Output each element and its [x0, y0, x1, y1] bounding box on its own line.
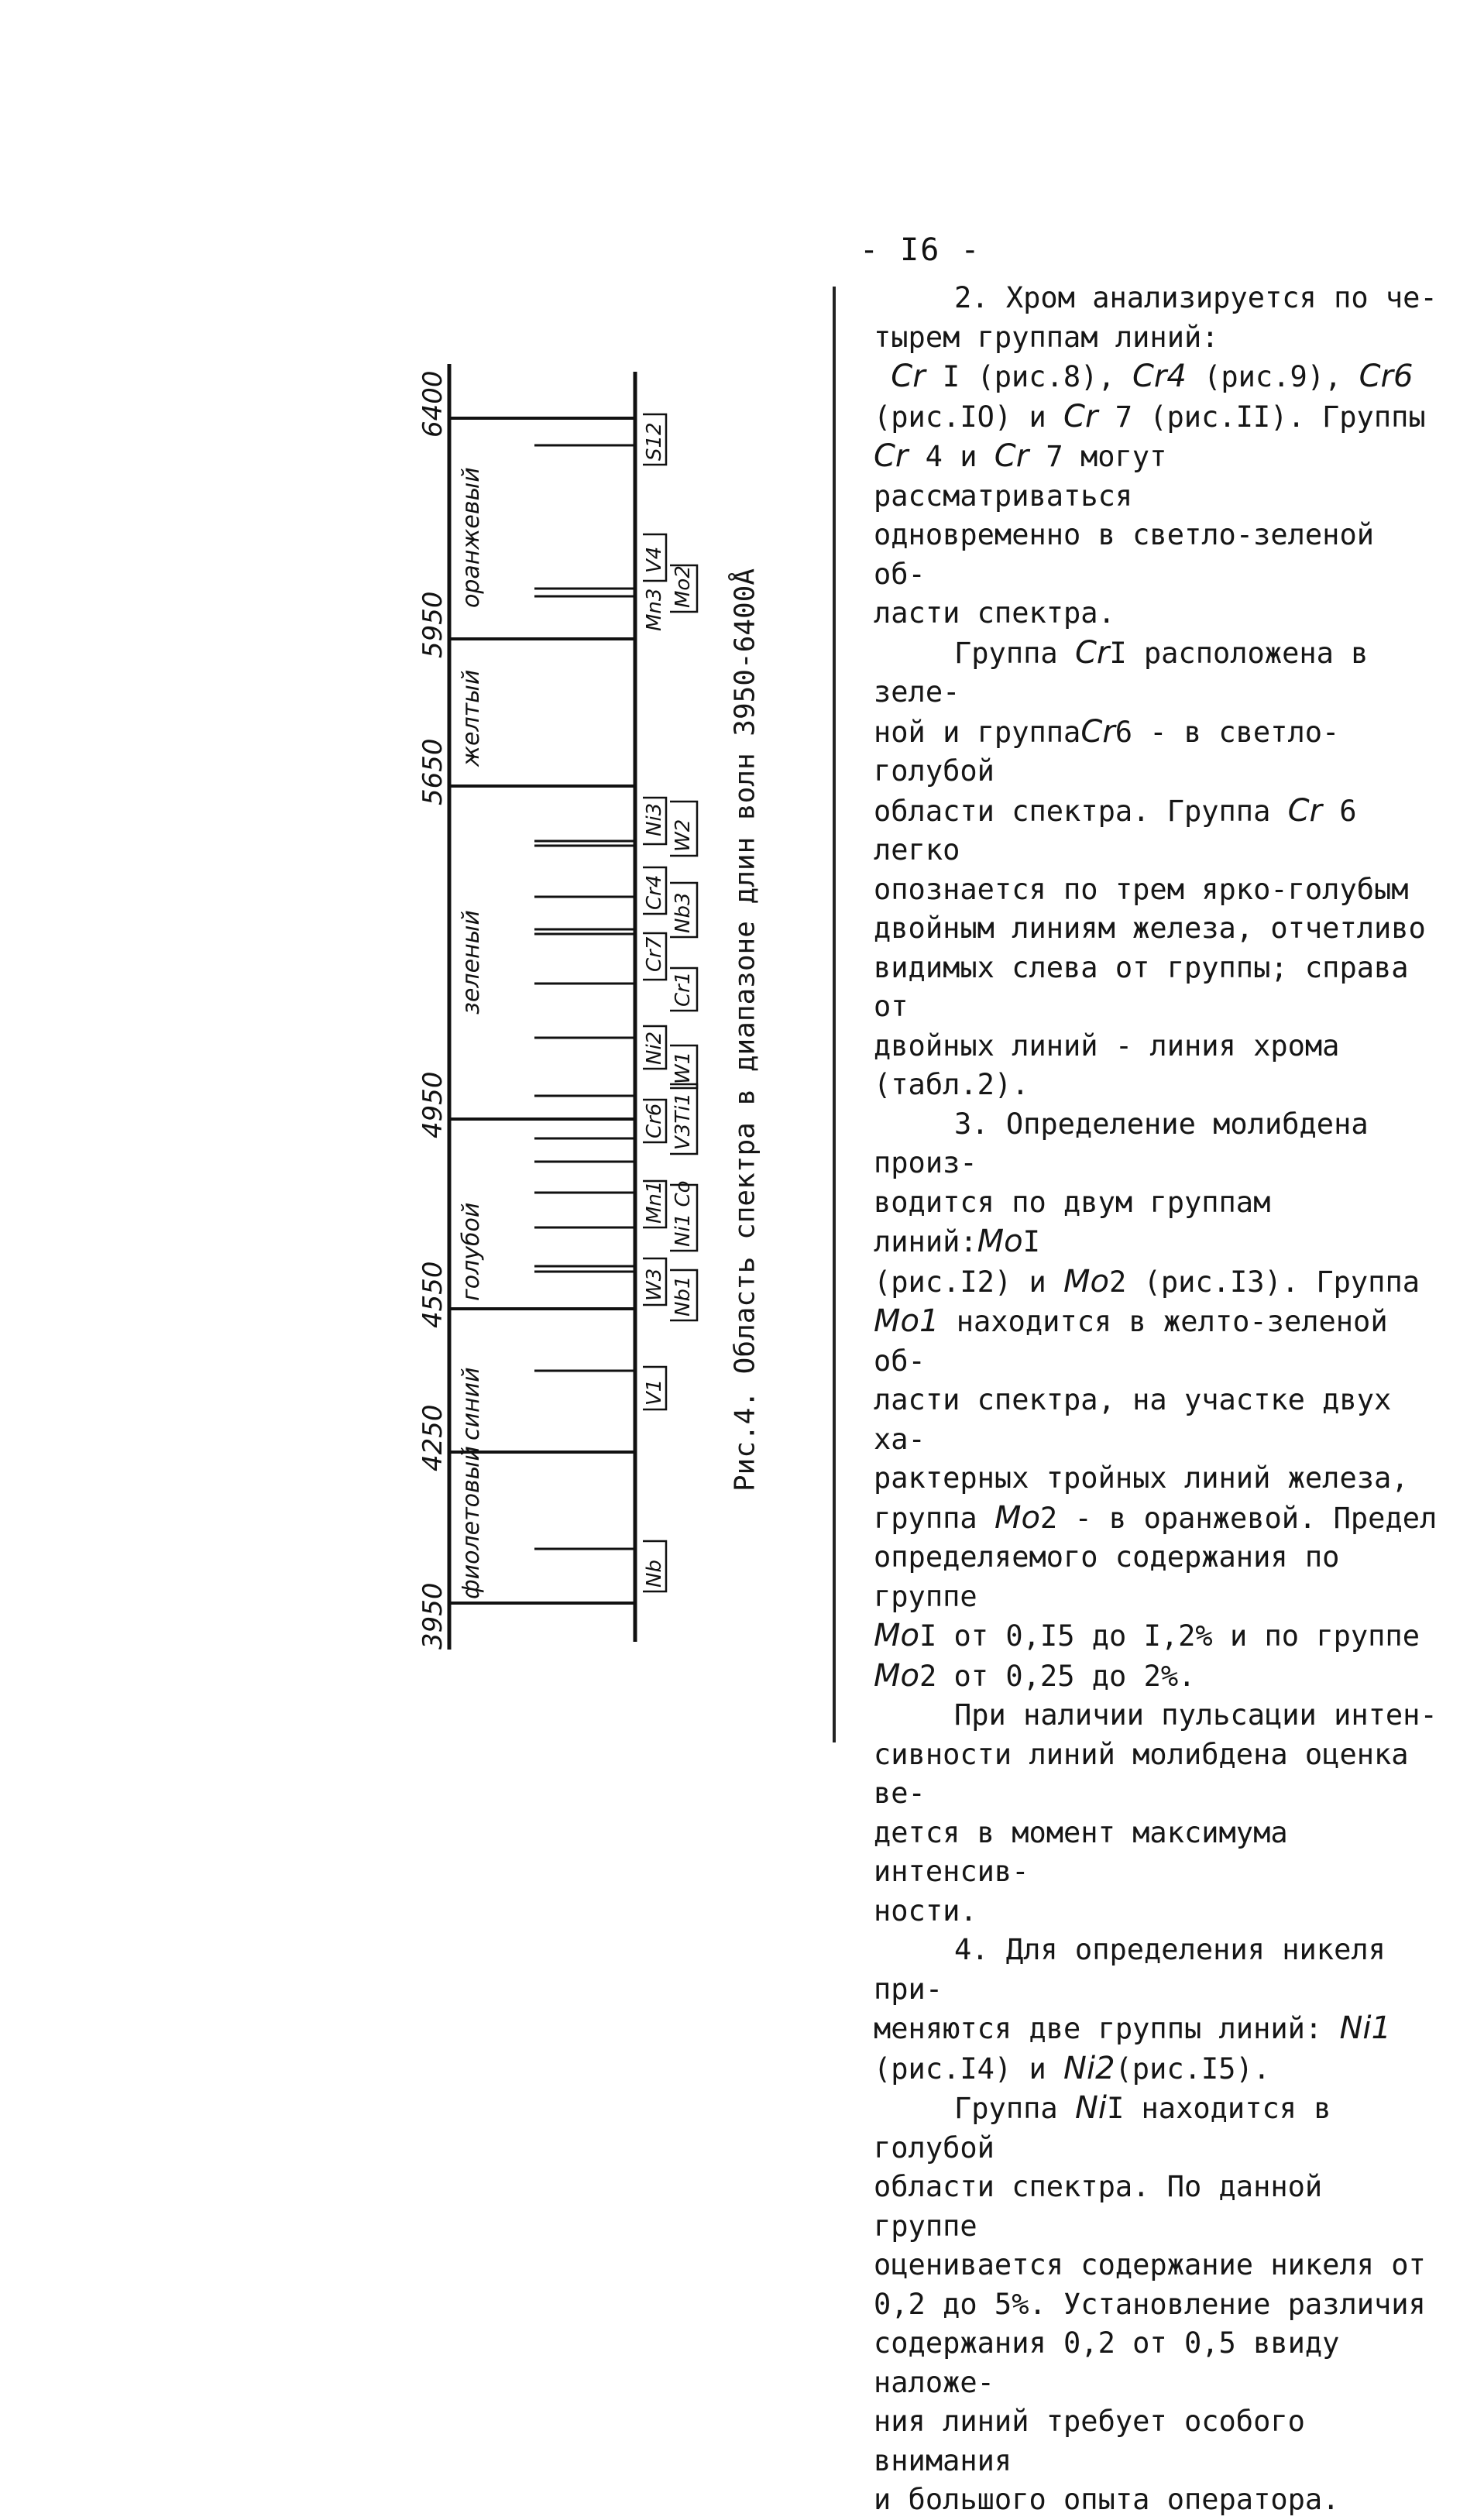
paragraph-line: сивности линий молибдена оценка ве- — [874, 1737, 1409, 1810]
paragraph-line: рактерных тройных линий железа, — [874, 1461, 1409, 1495]
body-text — [874, 279, 1439, 2520]
tick-label: 5650 — [417, 738, 448, 805]
paragraph-line: 2. Хром анализируется по че- — [954, 281, 1438, 314]
group-label: W3 — [643, 1268, 666, 1301]
group-label: S12 — [643, 422, 666, 461]
group-label: Nb — [643, 1560, 666, 1588]
tick-label: 6400 — [417, 370, 448, 438]
group-label: Ni1 Co — [672, 1180, 695, 1247]
paragraph-line: ласти спектра, на участке двух ха- — [874, 1383, 1392, 1456]
region-label: синий — [458, 1367, 485, 1440]
tick-label: 5950 — [417, 591, 448, 658]
group-label: V1 — [643, 1378, 666, 1406]
tick-label: 3950 — [417, 1582, 448, 1650]
region-label: голубой — [458, 1202, 485, 1301]
group-label: Nb3 — [672, 892, 695, 933]
paragraph-line: группа Mo2 - в оранжевой. Предел — [874, 1499, 1438, 1536]
paragraph-line: водится по двум группам линий:MoI — [874, 1185, 1271, 1259]
tick-label: 4550 — [417, 1261, 448, 1328]
group-label: Nb1 — [672, 1275, 695, 1317]
paragraph-line: Cr I (рис.8), Cr4 (рис.9), Cr6 — [891, 359, 1414, 394]
group-label: Cr4 — [643, 874, 666, 910]
paragraph-line: ности. — [874, 1893, 977, 1928]
paragraph-line: Cr 4 и Cr 7 могут рассматриваться — [874, 438, 1167, 513]
paragraph-line: (рис.IO) и Cr 7 (рис.II). Группы — [874, 398, 1426, 434]
paragraph-line: ласти спектра. — [874, 596, 1115, 630]
paragraph-line: 3. Определение молибдена произ- — [874, 1107, 1369, 1179]
region-label: желтый — [458, 669, 485, 767]
paragraph-line: Mo1 находится в желто-зеленой об- — [874, 1303, 1388, 1378]
paragraph-line: видимых слева от группы; справа от — [874, 950, 1409, 1023]
paragraph-line: ния линий требует особого внимания — [874, 2405, 1305, 2477]
group-label: Cr6 — [643, 1103, 666, 1138]
tick-label: 4950 — [417, 1071, 448, 1138]
group-label: W1 — [672, 1051, 695, 1084]
paragraph-line: области спектра. Группа Cr 6 легко — [874, 792, 1357, 867]
paragraph-line: оценивается содержание никеля от — [874, 2248, 1426, 2281]
paragraph-line: двойным линиям железа, отчетливо — [874, 912, 1426, 945]
group-label: Mo2 — [672, 565, 695, 608]
paragraph-line: тырем группам линий: — [874, 320, 1219, 354]
group-label: V4 — [643, 546, 666, 573]
paragraph-line: ной и группаCr6 - в светло-голубой — [874, 713, 1340, 788]
group-label: Ni2 — [643, 1031, 666, 1065]
group-label: Mn1 — [643, 1180, 666, 1224]
paragraph-line: Группа NiI находится в голубой — [874, 2090, 1331, 2165]
group-labels — [643, 422, 695, 1588]
paragraph-line: Mo2 от 0,25 до 2%. — [874, 1657, 1196, 1694]
paragraph-line: опознается по трем ярко-голубым — [874, 872, 1409, 906]
paragraph-line: (рис.I4) и Ni2(рис.I5). — [874, 2050, 1271, 2086]
paragraph-line: содержания 0,2 от 0,5 ввиду наложе- — [874, 2326, 1340, 2399]
region-label: фиолетовый — [458, 1446, 485, 1599]
paragraph-line: 0,2 до 5%. Установление различия — [874, 2287, 1426, 2321]
group-label: W2 — [672, 819, 695, 852]
wavelength-ticks — [417, 370, 448, 1650]
figure-caption: Рис.4. Область спектра в диапазоне длин волн 3950-6400Å — [729, 568, 761, 1492]
region-label: оранжевый — [458, 467, 485, 608]
paragraph-line: меняются две группы линий: Ni1 — [874, 2010, 1391, 2046]
paragraph-line: области спектра. По данной группе — [874, 2170, 1323, 2243]
handwritten-symbol: Cr — [891, 359, 926, 394]
paragraph-line: одновременно в светло-зеленой об- — [874, 518, 1375, 591]
group-label: Mn3 — [643, 588, 666, 631]
group-label: Cr1 — [672, 971, 695, 1007]
paragraph-line: MoI от 0,I5 до I,2% и по группе — [874, 1618, 1420, 1653]
paragraph-line: определяемого содержания по группе — [874, 1540, 1340, 1613]
region-labels — [458, 467, 485, 1599]
column-divider — [833, 287, 836, 1742]
group-label: V3Ti1 — [672, 1093, 695, 1150]
tick-label: 4250 — [417, 1404, 448, 1471]
paragraph-line: и большого опыта оператора. — [874, 2483, 1340, 2516]
paragraph-line: (рис.I2) и Mo2 (рис.I3). Группа — [874, 1263, 1420, 1299]
paragraph-line: дется в момент максимума интенсив- — [874, 1815, 1288, 1888]
group-label: Cr7 — [643, 936, 666, 972]
page-number: - I6 - — [860, 232, 981, 268]
paragraph-line: 4. Для определения никеля при- — [874, 1933, 1386, 2006]
group-label: Ni3 — [643, 802, 666, 836]
group-lines — [534, 445, 635, 1549]
paragraph-line: двойных линий - линия хрома (табл.2). — [874, 1028, 1340, 1101]
region-label: зеленый — [458, 910, 485, 1015]
paragraph-line: Группа CrI расположена в зеле- — [874, 634, 1369, 709]
paragraph-line: При наличии пульсации интен- — [954, 1698, 1438, 1732]
